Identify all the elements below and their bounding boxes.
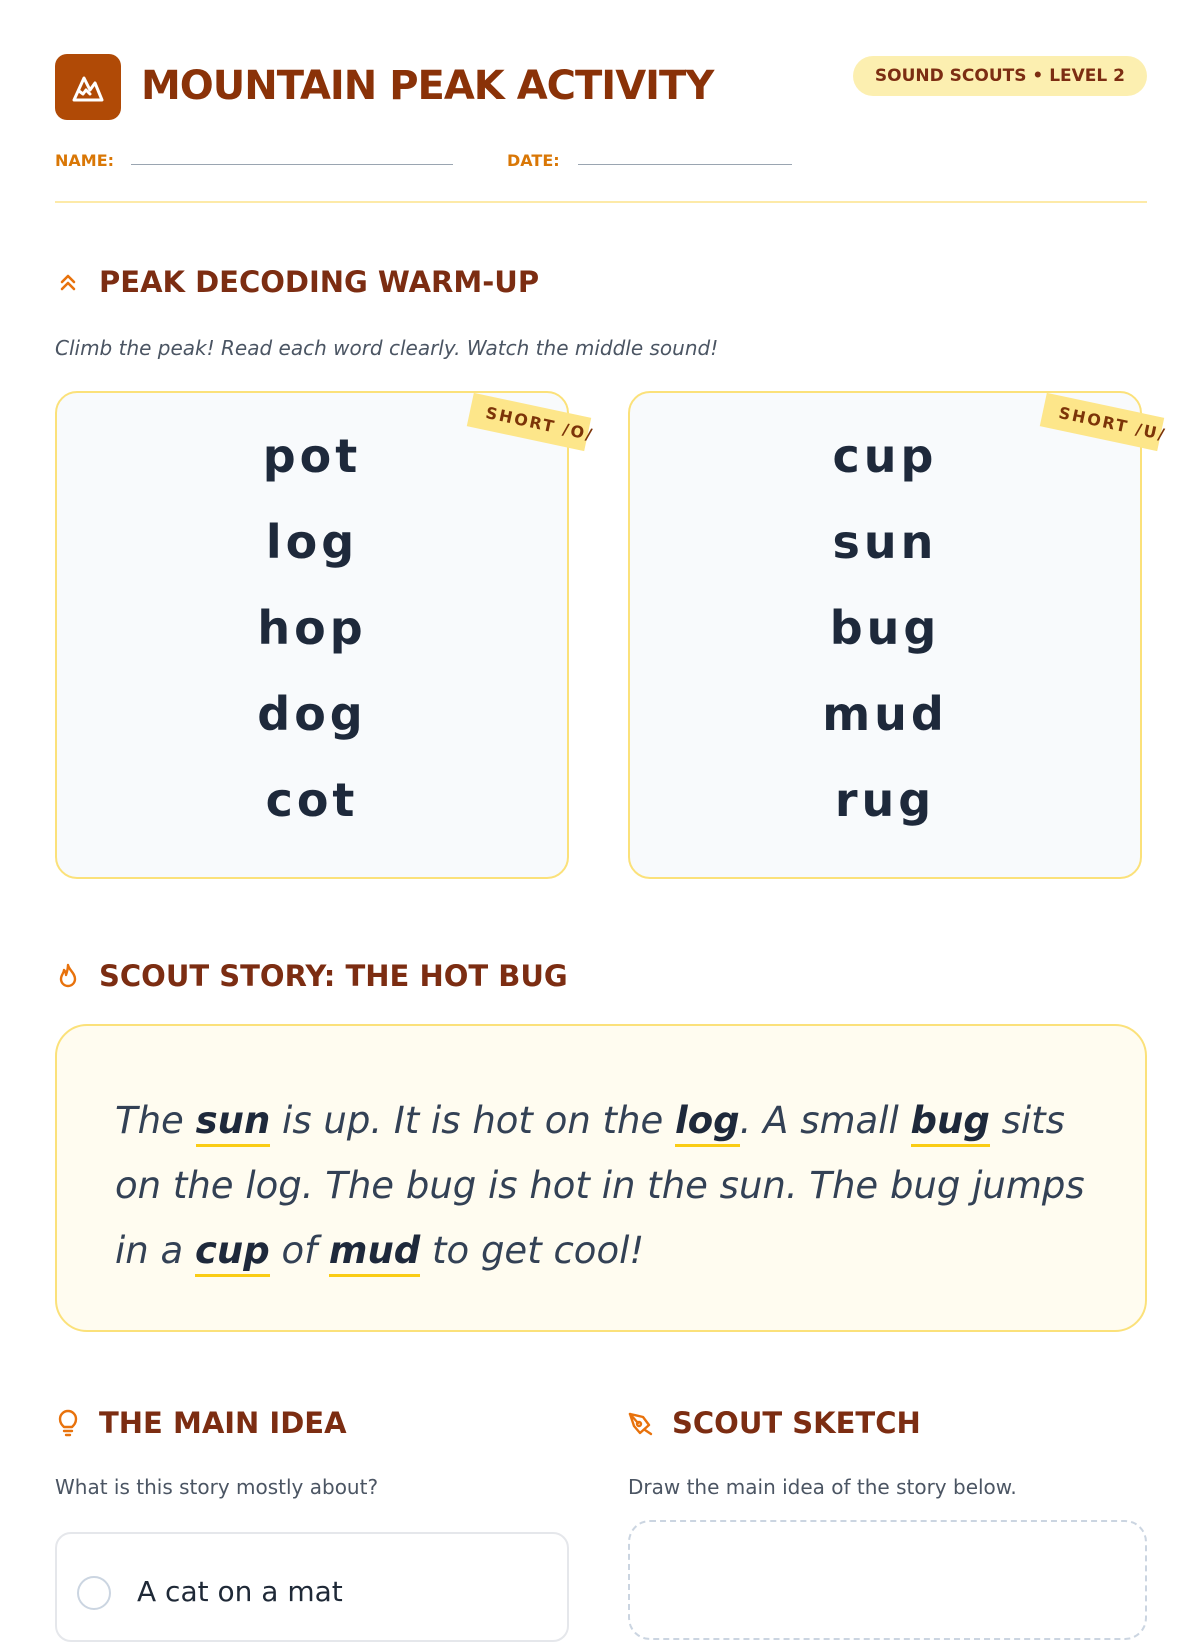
- word-item: bug: [829, 601, 941, 655]
- word-item: cup: [832, 429, 938, 483]
- story-word-bug: bug: [911, 1099, 990, 1147]
- sketch-title: SCOUT SKETCH: [672, 1406, 921, 1440]
- page-title: MOUNTAIN PEAK ACTIVITY: [141, 63, 714, 109]
- radio-button[interactable]: [77, 1576, 111, 1610]
- story-text-run: . A small: [739, 1099, 911, 1142]
- warmup-title: PEAK DECODING WARM-UP: [99, 265, 540, 299]
- story-word-sun: sun: [196, 1099, 271, 1147]
- date-label: DATE:: [507, 151, 560, 170]
- word-item: pot: [262, 429, 362, 483]
- story-text-run: to get cool!: [420, 1229, 645, 1272]
- flame-icon: [55, 963, 81, 989]
- story-text-run: sits on the log. The bug is hot in the sun. The bug jumps in a: [115, 1099, 1085, 1272]
- story-word-cup: cup: [195, 1229, 270, 1277]
- word-item: mud: [822, 687, 948, 741]
- story-text-run: The: [115, 1099, 196, 1142]
- word-item: sun: [832, 515, 938, 569]
- main-idea-heading: [55, 1405, 347, 1441]
- sketch-area[interactable]: [628, 1520, 1147, 1640]
- word-item: hop: [257, 601, 367, 655]
- worksheet-page: [55, 0, 1168, 1608]
- answer-option[interactable]: [55, 1532, 569, 1642]
- story-word-mud: mud: [329, 1229, 420, 1277]
- story-box: [55, 1024, 1147, 1332]
- word-item: dog: [257, 687, 367, 741]
- word-item: log: [265, 515, 359, 569]
- answer-option-label: A cat on a mat: [137, 1575, 343, 1608]
- main-idea-title: THE MAIN IDEA: [99, 1406, 347, 1440]
- story-heading: [55, 958, 568, 994]
- story-text-run: of: [269, 1229, 329, 1272]
- story-text: [115, 1088, 1095, 1283]
- word-item: rug: [834, 773, 936, 827]
- main-idea-question: What is this story mostly about?: [55, 1475, 379, 1499]
- pen-tool-icon: [628, 1410, 654, 1436]
- card-ribbon: SHORT /O/: [467, 393, 591, 451]
- date-field[interactable]: [578, 164, 792, 165]
- mountain-icon: [55, 54, 121, 120]
- card-ribbon: SHORT /U/: [1040, 393, 1164, 451]
- double-chevron-up-icon: [55, 269, 81, 295]
- story-text-run: is up. It is hot on the: [270, 1099, 676, 1142]
- sketch-heading: [628, 1405, 921, 1441]
- sketch-instructions: Draw the main idea of the story below.: [628, 1475, 1017, 1499]
- lightbulb-icon: [55, 1410, 81, 1436]
- warmup-instructions: Climb the peak! Read each word clearly. Watch the middle sound!: [55, 336, 719, 360]
- story-word-log: log: [675, 1099, 740, 1147]
- header-divider: [55, 201, 1147, 203]
- story-title: SCOUT STORY: THE HOT BUG: [99, 959, 568, 993]
- word-item: cot: [265, 773, 359, 827]
- word-card-short-u: [628, 391, 1168, 879]
- level-badge: SOUND SCOUTS • LEVEL 2: [853, 56, 1147, 96]
- name-label: NAME:: [55, 151, 115, 170]
- name-field[interactable]: [131, 164, 453, 165]
- warmup-heading: [55, 264, 539, 300]
- word-card-short-o: [55, 391, 596, 879]
